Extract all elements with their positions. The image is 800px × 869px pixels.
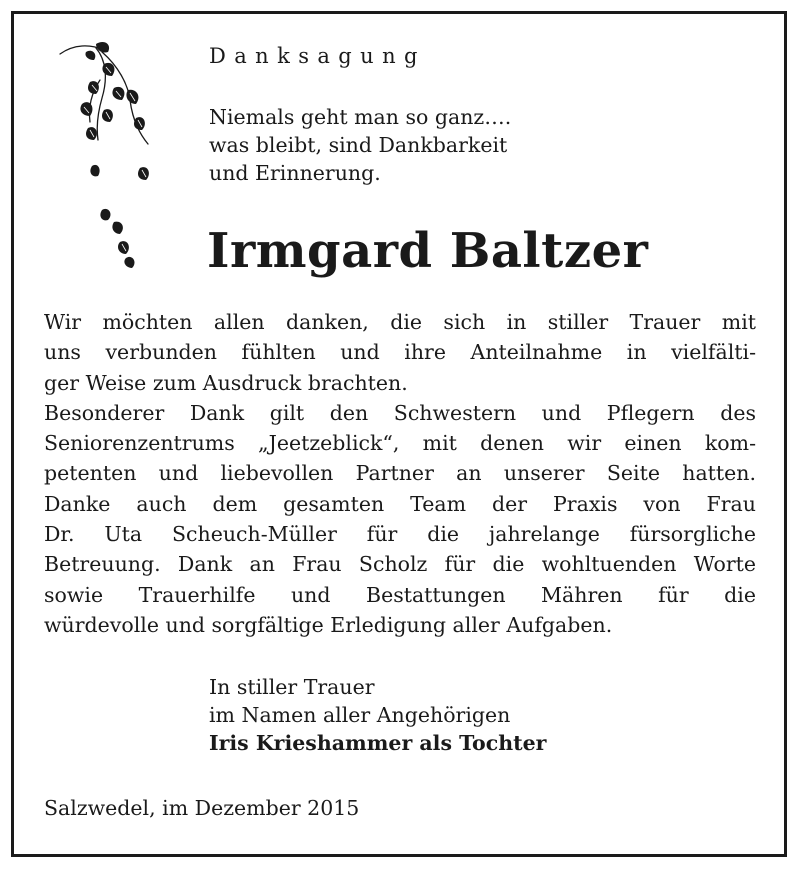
body-line: Besonderer Dank gilt den Schwestern und Pflegern des: [44, 400, 756, 425]
body-line: sowie Trauerhilfe und Bestattungen Mähren für die: [44, 582, 756, 607]
signer-name: Iris Krieshammer als Tochter: [209, 731, 547, 755]
body-line: Wir möchten allen danken, die sich in stiller Trauer mit: [44, 310, 756, 334]
motto-line: und Erinnerung.: [209, 161, 381, 185]
body-line: würdevolle und sorgfältige Erledigung aller Aufgaben.: [44, 612, 613, 637]
body-line: Betreuung. Dank an Frau Scholz für die wohltuenden Worte: [44, 552, 756, 577]
closing-line: im Namen aller Angehörigen: [209, 703, 511, 727]
body-line: uns verbunden fühlten und ihre Anteilnahme in vielfälti-: [44, 340, 756, 365]
closing-block: [209, 673, 546, 757]
body-line: Danke auch dem gesamten Team der Praxis von Frau: [44, 491, 756, 516]
motto-line: Niemals geht man so ganz….: [209, 105, 512, 129]
thanks-paragraph: [44, 307, 756, 640]
body-line: Seniorenzentrums „Jeetzeblick“, mit denen wir einen kom-: [44, 431, 756, 456]
place-date: Salzwedel, im Dezember 2015: [44, 796, 360, 820]
body-line: petenten und liebevollen Partner an unserer Seite hatten.: [44, 461, 756, 486]
falling-leaves-branch-icon: [56, 40, 160, 272]
notice-heading: Danksagung: [209, 44, 426, 68]
closing-line: In stiller Trauer: [209, 675, 375, 699]
motto-verse: [209, 103, 511, 187]
body-line: Dr. Uta Scheuch-Müller für die jahrelange fürsorgliche: [44, 522, 756, 547]
body-line: ger Weise zum Ausdruck brachten.: [44, 370, 408, 395]
motto-line: was bleibt, sind Dankbarkeit: [209, 133, 508, 157]
deceased-name: Irmgard Baltzer: [207, 223, 649, 279]
